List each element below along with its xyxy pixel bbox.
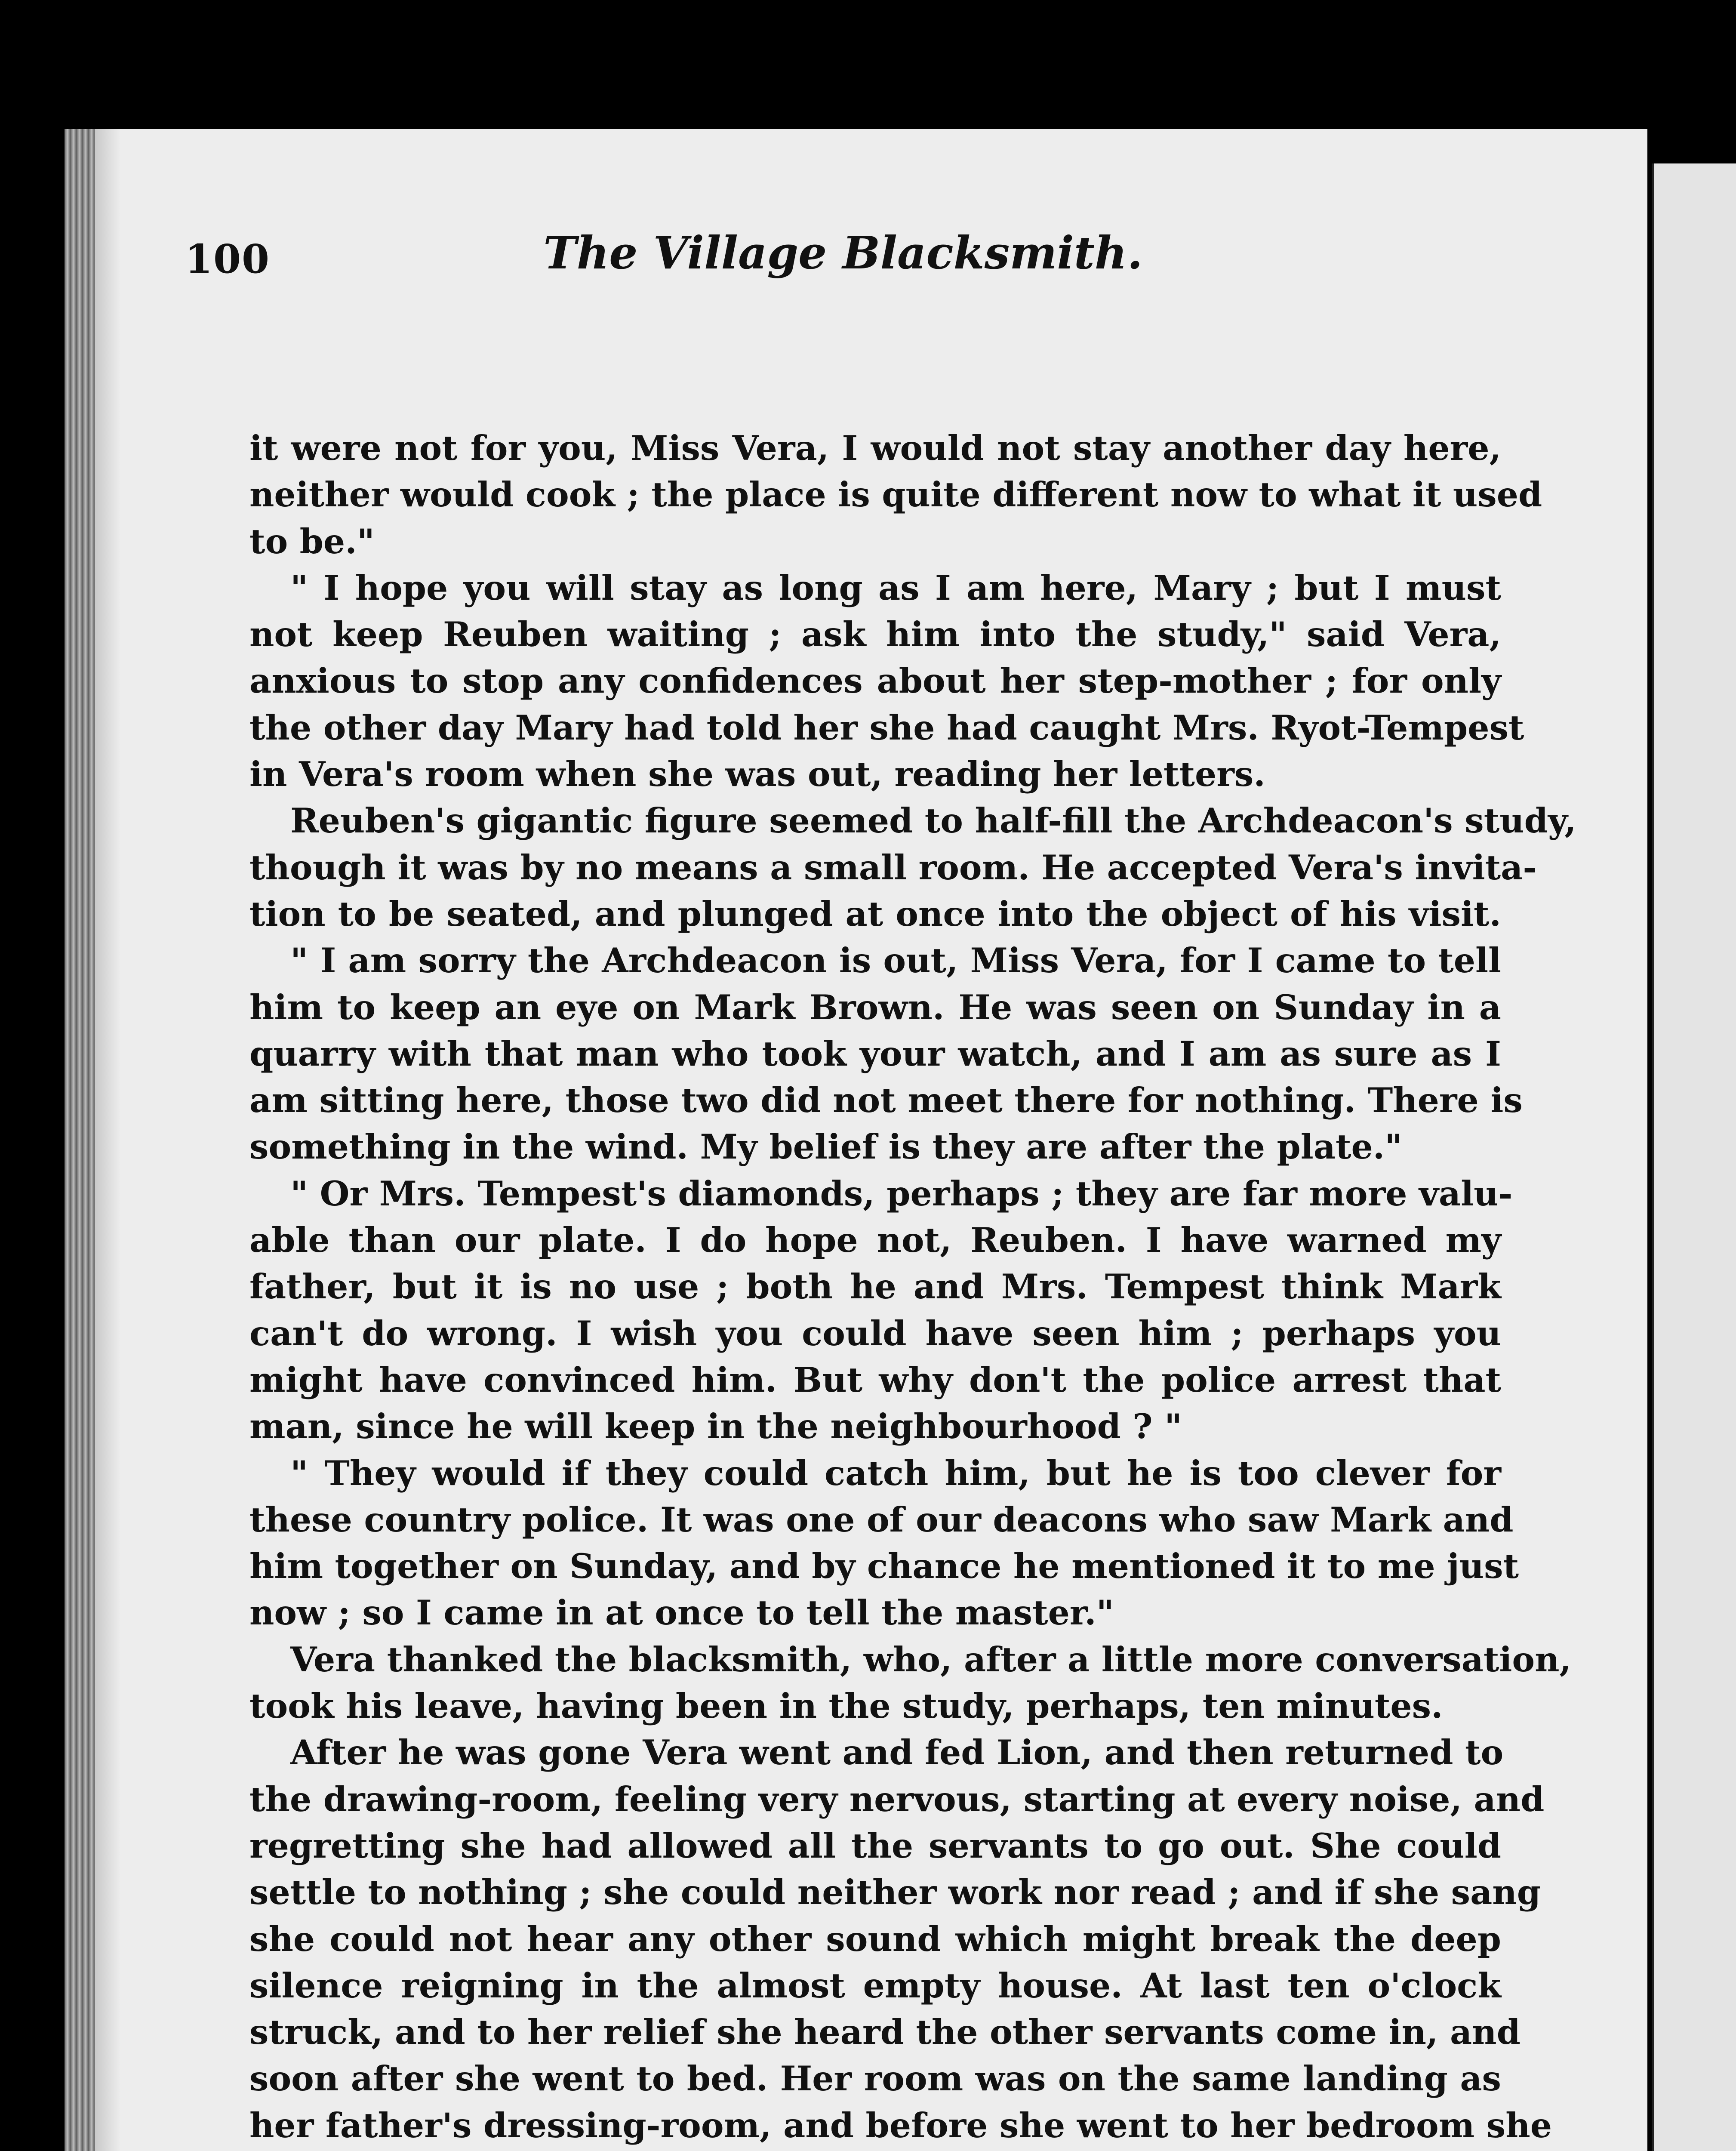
- text-line: him to keep an eye on Mark Brown. He was seen on Sunday in a: [249, 987, 1501, 1027]
- text-line: tion to be seated, and plunged at once into the object of his visit.: [249, 894, 1501, 934]
- running-title: The Village Blacksmith.: [543, 226, 1143, 279]
- text-line: might have convinced him. But why don't the police arrest that: [249, 1359, 1501, 1400]
- text-line: " I hope you will stay as long as I am here, Mary ; but I must: [290, 567, 1501, 608]
- text-line: though it was by no means a small room. He accepted Vera's invita-: [249, 847, 1537, 888]
- text-line: " Or Mrs. Tempest's diamonds, perhaps ; they are far more valu-: [290, 1173, 1513, 1214]
- page-binding-edge: [65, 129, 95, 2151]
- text-line: something in the wind. My belief is they are after the plate.": [249, 1127, 1403, 1167]
- text-line: father, but it is no use ; both he and Mrs. Tempest think Mark: [249, 1267, 1501, 1307]
- text-line: Reuben's gigantic figure seemed to half-fill the Archdeacon's study,: [290, 801, 1576, 841]
- text-line: these country police. It was one of our deacons who saw Mark and: [249, 1499, 1514, 1540]
- text-line: quarry with that man who took your watch, and I am as sure as I: [249, 1033, 1501, 1074]
- text-line: man, since he will keep in the neighbourhood ? ": [249, 1406, 1182, 1447]
- text-line: struck, and to her relief she heard the other servants come in, and: [249, 2012, 1521, 2052]
- page-header: [185, 219, 1501, 296]
- text-line: not keep Reuben waiting ; ask him into the study," said Vera,: [249, 614, 1501, 655]
- text-line: " I am sorry the Archdeacon is out, Miss Vera, for I came to tell: [290, 940, 1501, 981]
- text-line: to be.": [249, 521, 375, 561]
- text-line: neither would cook ; the place is quite different now to what it used: [249, 475, 1542, 515]
- body-text: [249, 425, 1576, 2151]
- text-line: After he was gone Vera went and fed Lion, and then returned to: [290, 1732, 1504, 1773]
- text-line: silence reigning in the almost empty house. At last ten o'clock: [249, 1965, 1501, 2006]
- text-line: it were not for you, Miss Vera, I would not stay another day here,: [249, 428, 1501, 468]
- text-line: took his leave, having been in the study, perhaps, ten minutes.: [249, 1686, 1443, 1726]
- text-line: the other day Mary had told her she had caught Mrs. Ryot-Tempest: [249, 707, 1524, 748]
- text-line: soon after she went to bed. Her room was on the same landing as: [249, 2059, 1501, 2099]
- text-line: the drawing-room, feeling very nervous, starting at every noise, and: [249, 1779, 1545, 1819]
- page-number: 100: [185, 236, 271, 282]
- text-line: Vera thanked the blacksmith, who, after a little more conversation,: [290, 1639, 1572, 1680]
- text-line: anxious to stop any confidences about her step-mother ; for only: [249, 661, 1501, 701]
- text-line: able than our plate. I do hope not, Reuben. I have warned my: [249, 1220, 1501, 1260]
- text-line: [249, 2149, 1501, 2151]
- text-line: she could not hear any other sound which might break the deep: [249, 1919, 1501, 1959]
- text-line: settle to nothing ; she could neither work nor read ; and if she sang: [249, 1872, 1541, 1913]
- text-line: " They would if they could catch him, but he is too clever for: [290, 1453, 1501, 1493]
- text-line: can't do wrong. I wish you could have seen him ; perhaps you: [249, 1313, 1501, 1353]
- gutter-shadow: [95, 129, 120, 2151]
- text-line: in Vera's room when she was out, reading her letters.: [249, 754, 1265, 795]
- text-line: am sitting here, those two did not meet there for nothing. There is: [249, 1080, 1523, 1121]
- text-line: her father's dressing-room, and before she went to her bedroom she: [249, 2105, 1552, 2145]
- text-line: him together on Sunday, and by chance he mentioned it to me just: [249, 1546, 1519, 1587]
- text-line: now ; so I came in at once to tell the master.": [249, 1593, 1114, 1633]
- text-line: regretting she had allowed all the servants to go out. She could: [249, 1825, 1501, 1866]
- adjacent-page-edge: [1652, 163, 1736, 2151]
